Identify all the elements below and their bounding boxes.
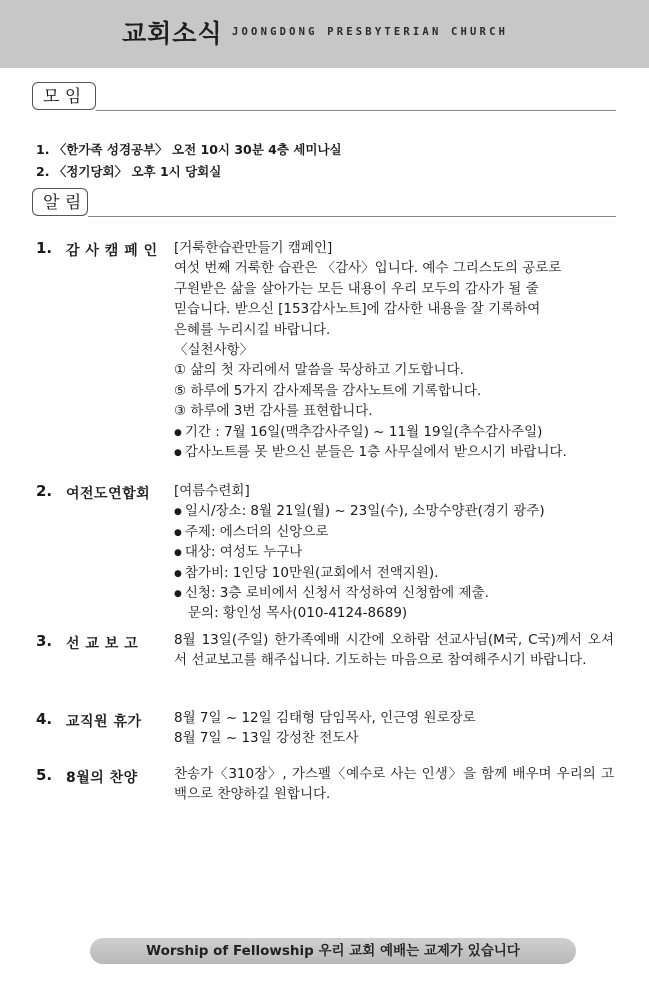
- notice-line: 믿습니다. 받으신 [153감사노트]에 감사한 내용을 잘 기록하여: [174, 301, 541, 318]
- bullet-item: ● 기간 : 7월 16일(맥추감사주일) ~ 11월 19일(추수감사주일): [174, 422, 614, 442]
- meeting-item: 2. 〈정기당회〉 오후 1시 당회실: [36, 164, 222, 179]
- notice-line: [거룩한습관만들기 캠페인]: [174, 240, 333, 256]
- meeting-item: 1. 〈한가족 성경공부〉 오전 10시 30분 4층 세미나실: [36, 142, 342, 157]
- notice-title: 교직원 휴가: [66, 714, 142, 730]
- bullet-item: ● 대상: 여성도 누구나: [174, 542, 614, 562]
- notice-line: 구원받은 삶을 살아가는 모든 내용이 우리 모두의 감사가 될 줄: [174, 280, 539, 297]
- section-label-meeting: 모 임: [32, 82, 96, 110]
- notice-line: 〈실천사항〉: [174, 341, 254, 358]
- bullet-item: ● 신청: 3층 로비에서 신청서 작성하여 신청함에 제출.: [174, 583, 614, 603]
- header-subtitle: JOONGDONG PRESBYTERIAN CHURCH: [232, 26, 509, 38]
- notice-number: 5.: [36, 766, 53, 784]
- notice-number: 2.: [36, 482, 53, 500]
- notice-body-mission-report: [174, 630, 614, 671]
- notice-number: 3.: [36, 632, 53, 650]
- bullet-item: ● 주제: 에스더의 신앙으로: [174, 522, 614, 542]
- bullet-item: ● 감사노트를 못 받으신 분들은 1층 사무실에서 받으시기 바랍니다.: [174, 442, 614, 462]
- notice-title: 여전도연합회: [66, 486, 151, 502]
- notice-title: 8월의 찬양: [66, 770, 138, 786]
- notice-body-praise: [174, 764, 614, 805]
- notice-number: 4.: [36, 710, 53, 728]
- notice-title: 선 교 보 고: [66, 636, 139, 652]
- notice-line: ① 삶의 첫 자리에서 말씀을 묵상하고 기도합니다.: [174, 362, 464, 379]
- bullet-item: ● 참가비: 1인당 10만원(교회에서 전액지원).: [174, 563, 614, 583]
- footer-banner: Worship of Fellowship 우리 교회 예배는 교제가 있습니다: [90, 938, 576, 964]
- notice-line: 8월 7일 ~ 13일 강성찬 전도사: [174, 730, 359, 747]
- page-header: [0, 0, 649, 68]
- notice-title: 감 사 캠 페 인: [66, 243, 158, 259]
- notice-paragraph: 찬송가〈310장〉, 가스펠〈예수로 사는 인생〉을 함께 배우며 우리의 고백으로 찬양하길 원합니다.: [174, 766, 614, 803]
- notice-line: [여름수련회]: [174, 483, 250, 499]
- notice-line: 은혜를 누리시길 바랍니다.: [174, 321, 331, 338]
- section-divider: [96, 110, 616, 111]
- notice-body-womens-association: [174, 481, 614, 624]
- notice-paragraph: 8월 13일(주일) 한가족예배 시간에 오하람 선교사님(M국, C국)께서 오셔서 선교보고를 해주십니다. 기도하는 마음으로 참여해주시기 바랍니다.: [174, 632, 614, 669]
- notice-line: 8월 7일 ~ 12일 김태형 담임목사, 인근영 원로장로: [174, 710, 476, 726]
- notice-line: ③ 하루에 3번 감사를 표현합니다.: [174, 403, 373, 420]
- notice-line: ⑤ 하루에 5가지 감사제목을 감사노트에 기록합니다.: [174, 382, 482, 399]
- contact-line: 문의: 황인성 목사(010-4124-8689): [188, 605, 408, 622]
- notice-body-thanksgiving: [174, 238, 614, 462]
- notice-line: 여섯 번째 거룩한 습관은 〈감사〉입니다. 예수 그리스도의 공로로: [174, 260, 562, 277]
- header-title: 교회소식: [122, 19, 223, 48]
- notice-body-staff-vacation: [174, 708, 614, 749]
- section-divider: [88, 216, 616, 217]
- section-label-notice: 알 림: [32, 188, 88, 216]
- bullet-item: ● 일시/장소: 8월 21일(월) ~ 23일(수), 소망수양관(경기 광주): [174, 501, 614, 521]
- notice-number: 1.: [36, 239, 53, 257]
